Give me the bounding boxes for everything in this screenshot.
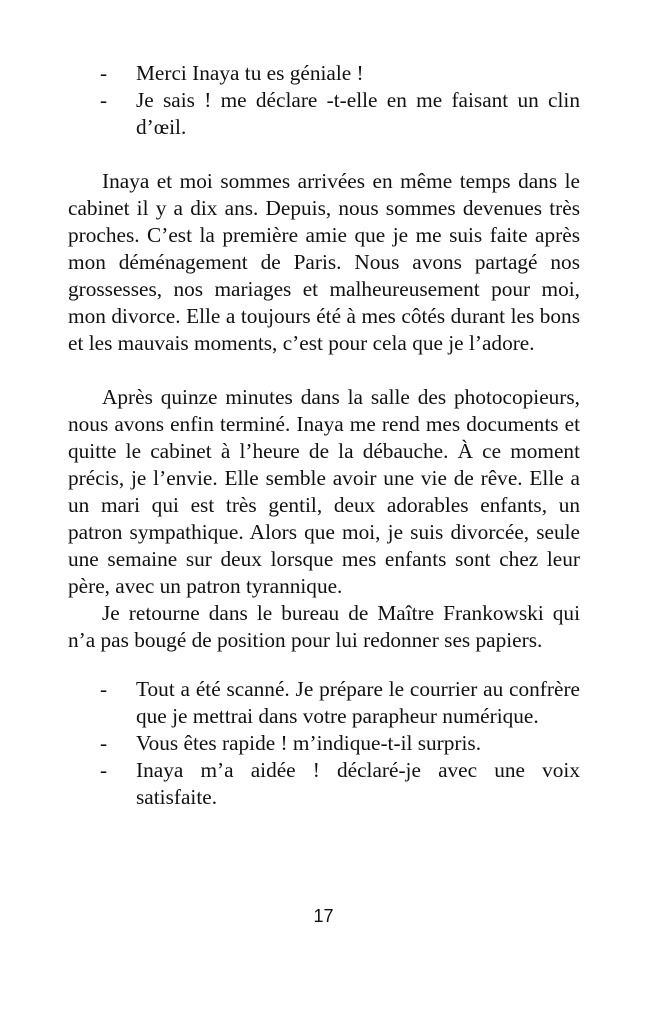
- dialogue-dash: -: [100, 677, 108, 701]
- spacer: [68, 141, 580, 168]
- dialogue-text: Tout a été scanné. Je prépare le courrier au confrère que je mettrai dans votre parapheur numérique.: [136, 677, 580, 728]
- dialogue-line: [68, 676, 580, 730]
- page-body: [68, 60, 580, 811]
- dialogue-text: Inaya m’a aidée ! déclaré-je avec une voix satisfaite.: [136, 758, 580, 809]
- dialogue-dash: -: [100, 88, 108, 112]
- paragraph-friendship: Inaya et moi sommes arrivées en même temps dans le cabinet il y a dix ans. Depuis, nous sommes devenues très proches. C’est la première amie que je me suis faite après mon déménagement de Paris. Nous avons partagé nos grossesses, nos mariages et malheureusement pour moi, mon divorce. Elle a toujours été à mes côtés durant les bons et les mauvais moments, c’est pour cela que je l’adore.: [68, 169, 580, 355]
- dialogue-dash: -: [100, 731, 108, 755]
- dialogue-line: [68, 757, 580, 811]
- dialogue-line: [68, 730, 580, 757]
- dialogue-list-top: [68, 60, 580, 141]
- paragraph-return-office: Je retourne dans le bureau de Maître Frankowski qui n’a pas bougé de position pour lui redonner ses papiers.: [68, 601, 580, 652]
- dialogue-text: Merci Inaya tu es géniale !: [136, 61, 364, 85]
- paragraph-photocopiers: Après quinze minutes dans la salle des photocopieurs, nous avons enfin terminé. Inaya me rend mes documents et quitte le cabinet à l’heure de la débauche. À ce moment précis, je l’envie. Elle semble avoir une vie de rêve. Elle a un mari qui est très gentil, deux adorables enfants, un patron sympathique. Alors que moi, je suis divorcée, seule une semaine sur deux lorsque mes enfants sont chez leur père, avec un patron tyrannique.: [68, 385, 580, 598]
- dialogue-text: Je sais ! me déclare -t-elle en me faisant un clin d’œil.: [136, 88, 580, 139]
- dialogue-line: [68, 60, 580, 87]
- spacer: [68, 357, 580, 384]
- dialogue-list-bottom: [68, 676, 580, 811]
- page-number: 17: [313, 906, 334, 926]
- spacer: [68, 654, 580, 676]
- dialogue-line: [68, 87, 580, 141]
- dialogue-dash: -: [100, 61, 108, 85]
- dialogue-text: Vous êtes rapide ! m’indique-t-il surpris.: [136, 731, 482, 755]
- dialogue-dash: -: [100, 758, 108, 782]
